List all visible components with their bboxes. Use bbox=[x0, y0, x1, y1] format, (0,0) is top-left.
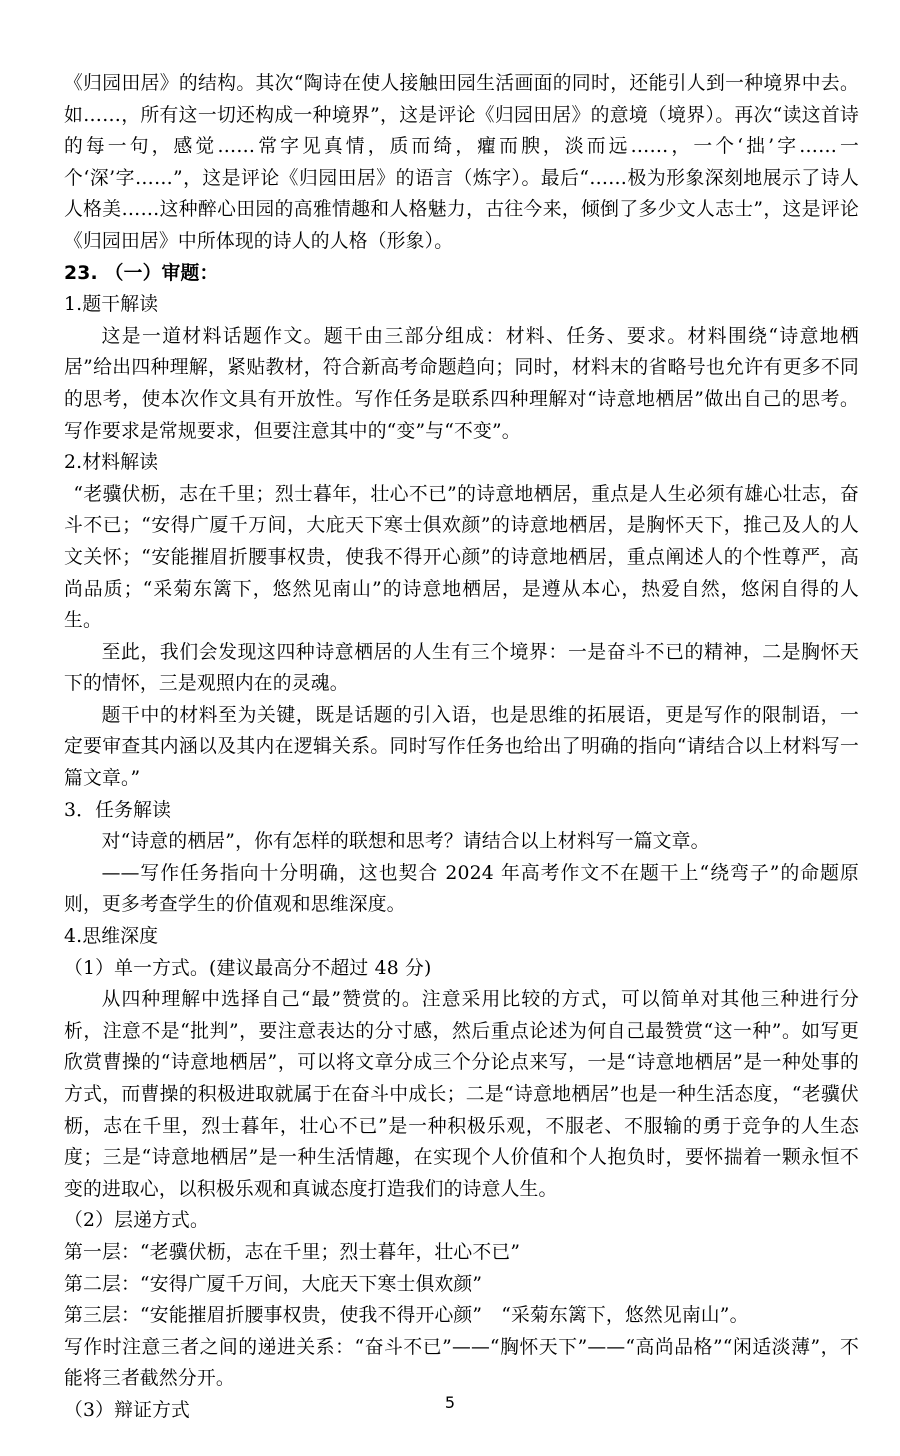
section2-title: 2.材料解读 bbox=[64, 452, 159, 474]
mode1-title: （1）单一方式。(建议最高分不超过 48 分) bbox=[64, 957, 432, 979]
mode3-title: （3）辩证方式 bbox=[64, 1399, 191, 1421]
mode1-body: 从四种理解中选择自己“最”赞赏的。注意采用比较的方式，可以简单对其他三种进行分析，注意不是“批判”，要注意表达的分寸感，然后重点论述为何自己最赞赏“这一种”。如写更欣赏曹操的“诗意地栖居”，可以将文章分成三个分论点来写，一是“诗意地栖居”是一种处事的方式，而曹操的积极进取就属于在奋斗中成长；二是“诗意地栖居”也是一种生活态度，“老骥伏枥，志在千里，烈士暮年，壮心不已”是一种积极乐观，不服老、不服输的勇于竞争的人生态度；三是“诗意地栖居”是一种生活情趣，在实现个人价值和个人抱负时，要怀揣着一颗永恒不变的进取心，以积极乐观和真诚态度打造我们的诗意人生。 bbox=[64, 989, 859, 1200]
section3-para1: 对“诗意的栖居”，你有怎样的联想和思考？请结合以上材料写一篇文章。 bbox=[101, 831, 710, 853]
section1-title: 1.题干解读 bbox=[64, 294, 159, 316]
layer-note: 写作时注意三者之间的递进关系：“奋斗不已”——“胸怀天下”——“高尚品格”“闲适淡薄”，不能将三者截然分开。 bbox=[64, 1336, 859, 1390]
section2-para1: “老骥伏枥，志在千里；烈士暮年，壮心不已”的诗意地栖居，重点是人生必须有雄心壮志，奋斗不已；“安得广厦千万间，大庇天下寒士俱欢颜”的诗意地栖居，是胸怀天下，推己及人的人文关怀；“安能摧眉折腰事权贵，使我不得开心颜”的诗意地栖居，重点阐述人的个性尊严，高尚品质；“采菊东篱下，悠然见南山”的诗意地栖居，是遵从本心，热爱自然，悠闲自得的人生。 bbox=[64, 483, 859, 632]
layer-2: 第二层：“安得广厦千万间，大庇天下寒士俱欢颜” bbox=[64, 1273, 483, 1295]
page-number: 5 bbox=[444, 1393, 456, 1412]
section2-para3: 题干中的材料至为关键，既是话题的引入语，也是思维的拓展语，更是写作的限制语，一定要审查其内涵以及其内在逻辑关系。同时写作任务也给出了明确的指向“请结合以上材料写一篇文章。” bbox=[64, 704, 859, 790]
section3-para2: ——写作任务指向十分明确，这也契合 2024 年高考作文不在题干上“绕弯子”的命题原则，更多考查学生的价值观和思维深度。 bbox=[64, 862, 859, 916]
section4-title: 4.思维深度 bbox=[64, 926, 159, 948]
section1-body: 这是一道材料话题作文。题干由三部分组成：材料、任务、要求。材料围绕“诗意地栖居”给出四种理解，紧贴教材，符合新高考命题趋向；同时，材料末的省略号也允许有更多不同的思考，使本次作文具有开放性。写作任务是联系四种理解对“诗意地栖居”做出自己的思考。写作要求是常规要求，但要注意其中的“变”与“不变”。 bbox=[64, 325, 859, 442]
mode2-title: （2）层递方式。 bbox=[64, 1210, 210, 1232]
section3-title: 3．任务解读 bbox=[64, 799, 172, 821]
layer-1: 第一层：“老骥伏枥，志在千里；烈士暮年，壮心不已” bbox=[64, 1241, 521, 1263]
section2-para2: 至此，我们会发现这四种诗意栖居的人生有三个境界：一是奋斗不已的精神，二是胸怀天下的情怀，三是观照内在的灵魂。 bbox=[64, 641, 859, 695]
document-page bbox=[64, 68, 878, 1427]
question-heading: 23. （一）审题： bbox=[64, 262, 219, 284]
layer-3: 第三层：“安能摧眉折腰事权贵，使我不得开心颜” “采菊东篱下，悠然见南山”。 bbox=[64, 1305, 749, 1327]
intro-paragraph: 《归园田居》的结构。其次“陶诗在使人接触田园生活画面的同时，还能引人到一种境界中去。如……，所有这一切还构成一种境界”，这是评论《归园田居》的意境（境界）。再次“读这首诗的每一句，感觉……常字见真情，质而绮，癯而腴，淡而远……，一个‘拙’字……一个‘深’字……”，这是评论《归园田居》的语言（炼字）。最后“……极为形象深刻地展示了诗人 人格美……这种醉心田园的高雅情趣和人格魅力，古往今来，倾倒了多少文人志士”，这是评论《归园田居》中所体现的诗人的人格（形象）。 bbox=[64, 73, 878, 252]
